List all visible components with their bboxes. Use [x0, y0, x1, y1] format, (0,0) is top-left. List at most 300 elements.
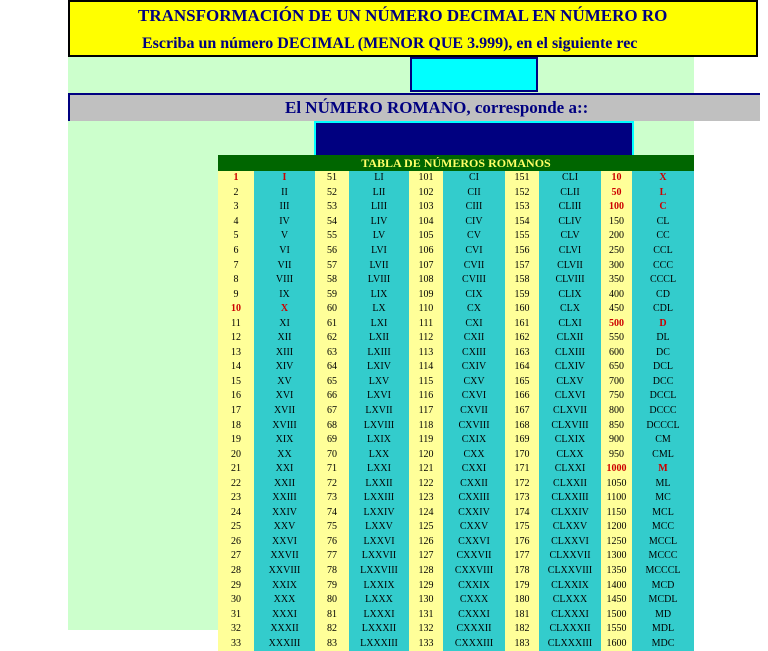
roman-cell: LVIII: [349, 273, 409, 288]
table-row: [218, 273, 694, 288]
decimal-cell: 179: [505, 578, 539, 593]
roman-cell: LXXI: [349, 462, 409, 477]
decimal-cell: 50: [601, 186, 632, 201]
roman-cell: CLXXXI: [539, 607, 601, 622]
decimal-cell: 131: [409, 607, 443, 622]
decimal-cell: 77: [315, 549, 349, 564]
roman-cell: CLXXI: [539, 462, 601, 477]
decimal-cell: 950: [601, 447, 632, 462]
decimal-cell: 81: [315, 607, 349, 622]
roman-cell: LXI: [349, 316, 409, 331]
table-body: [218, 171, 694, 651]
decimal-cell: 104: [409, 215, 443, 230]
decimal-cell: 71: [315, 462, 349, 477]
decimal-cell: 61: [315, 316, 349, 331]
roman-cell: CXXVI: [443, 535, 505, 550]
decimal-cell: 63: [315, 346, 349, 361]
decimal-cell: 72: [315, 476, 349, 491]
decimal-cell: 176: [505, 535, 539, 550]
decimal-cell: 67: [315, 404, 349, 419]
roman-cell: LXXXI: [349, 607, 409, 622]
decimal-cell: 78: [315, 564, 349, 579]
roman-cell: CLXVI: [539, 389, 601, 404]
roman-cell: ML: [632, 476, 694, 491]
roman-cell: CLXXX: [539, 593, 601, 608]
roman-cell: LVI: [349, 244, 409, 259]
roman-cell: CX: [443, 302, 505, 317]
decimal-cell: 126: [409, 535, 443, 550]
roman-cell: CLXXIII: [539, 491, 601, 506]
table-row: [218, 476, 694, 491]
table-row: [218, 331, 694, 346]
roman-cell: CLVII: [539, 258, 601, 273]
roman-cell: CV: [443, 229, 505, 244]
roman-cell: XXVII: [254, 549, 315, 564]
roman-cell: CC: [632, 229, 694, 244]
roman-cell: LXV: [349, 375, 409, 390]
decimal-cell: 6: [218, 244, 254, 259]
decimal-cell: 2: [218, 186, 254, 201]
roman-cell: II: [254, 186, 315, 201]
decimal-cell: 30: [218, 593, 254, 608]
roman-cell: III: [254, 200, 315, 215]
decimal-cell: 1: [218, 171, 254, 186]
roman-cell: CM: [632, 433, 694, 448]
roman-cell: CLXI: [539, 316, 601, 331]
decimal-cell: 54: [315, 215, 349, 230]
decimal-cell: 163: [505, 346, 539, 361]
roman-table-grid: [218, 171, 694, 651]
roman-cell: X: [632, 171, 694, 186]
decimal-cell: 3: [218, 200, 254, 215]
table-row: [218, 186, 694, 201]
decimal-cell: 56: [315, 244, 349, 259]
table-row: [218, 491, 694, 506]
roman-cell: MCCL: [632, 535, 694, 550]
decimal-cell: 26: [218, 535, 254, 550]
roman-cell: CXXVIII: [443, 564, 505, 579]
decimal-cell: 60: [315, 302, 349, 317]
decimal-cell: 73: [315, 491, 349, 506]
decimal-cell: 119: [409, 433, 443, 448]
roman-cell: XIX: [254, 433, 315, 448]
decimal-cell: 150: [601, 215, 632, 230]
table-row: [218, 637, 694, 651]
decimal-cell: 111: [409, 316, 443, 331]
decimal-cell: 69: [315, 433, 349, 448]
decimal-cell: 172: [505, 476, 539, 491]
roman-cell: XXXI: [254, 607, 315, 622]
roman-cell: IX: [254, 287, 315, 302]
decimal-cell: 1100: [601, 491, 632, 506]
roman-cell: VI: [254, 244, 315, 259]
decimal-cell: 900: [601, 433, 632, 448]
roman-cell: CVI: [443, 244, 505, 259]
roman-cell: LXIX: [349, 433, 409, 448]
decimal-cell: 117: [409, 404, 443, 419]
decimal-cell: 1050: [601, 476, 632, 491]
roman-cell: LXXIII: [349, 491, 409, 506]
decimal-cell: 14: [218, 360, 254, 375]
decimal-cell: 123: [409, 491, 443, 506]
roman-cell: CCL: [632, 244, 694, 259]
decimal-cell: 65: [315, 375, 349, 390]
decimal-cell: 31: [218, 607, 254, 622]
decimal-cell: 27: [218, 549, 254, 564]
roman-cell: CXXI: [443, 462, 505, 477]
decimal-cell: 102: [409, 186, 443, 201]
decimal-cell: 182: [505, 622, 539, 637]
decimal-cell: 1500: [601, 607, 632, 622]
roman-cell: MCCC: [632, 549, 694, 564]
decimal-cell: 800: [601, 404, 632, 419]
decimal-cell: 300: [601, 258, 632, 273]
decimal-cell: 153: [505, 200, 539, 215]
roman-cell: CD: [632, 287, 694, 302]
decimal-cell: 177: [505, 549, 539, 564]
roman-cell: DCCCL: [632, 418, 694, 433]
roman-cell: CXIV: [443, 360, 505, 375]
roman-cell: LIV: [349, 215, 409, 230]
decimal-cell: 161: [505, 316, 539, 331]
decimal-cell: 350: [601, 273, 632, 288]
decimal-number-input[interactable]: [410, 57, 538, 92]
decimal-cell: 5: [218, 229, 254, 244]
decimal-cell: 108: [409, 273, 443, 288]
decimal-cell: 116: [409, 389, 443, 404]
roman-cell: LXXXIII: [349, 637, 409, 651]
decimal-cell: 169: [505, 433, 539, 448]
decimal-cell: 32: [218, 622, 254, 637]
decimal-cell: 154: [505, 215, 539, 230]
roman-cell: CXVI: [443, 389, 505, 404]
decimal-cell: 112: [409, 331, 443, 346]
decimal-cell: 500: [601, 316, 632, 331]
decimal-cell: 107: [409, 258, 443, 273]
decimal-cell: 600: [601, 346, 632, 361]
roman-cell: CXVIII: [443, 418, 505, 433]
roman-cell: MCC: [632, 520, 694, 535]
roman-cell: IV: [254, 215, 315, 230]
decimal-cell: 1300: [601, 549, 632, 564]
roman-cell: MCDL: [632, 593, 694, 608]
decimal-cell: 82: [315, 622, 349, 637]
decimal-cell: 1600: [601, 637, 632, 651]
roman-cell: LI: [349, 171, 409, 186]
roman-cell: XXII: [254, 476, 315, 491]
roman-cell: XIV: [254, 360, 315, 375]
decimal-cell: 550: [601, 331, 632, 346]
decimal-cell: 68: [315, 418, 349, 433]
roman-cell: CXXIII: [443, 491, 505, 506]
decimal-cell: 450: [601, 302, 632, 317]
roman-cell: LX: [349, 302, 409, 317]
roman-cell: LXXIX: [349, 578, 409, 593]
decimal-cell: 52: [315, 186, 349, 201]
decimal-cell: 80: [315, 593, 349, 608]
roman-cell: CXXXI: [443, 607, 505, 622]
roman-cell: CLIII: [539, 200, 601, 215]
roman-cell: XVII: [254, 404, 315, 419]
decimal-cell: 174: [505, 506, 539, 521]
roman-cell: CXV: [443, 375, 505, 390]
decimal-cell: 166: [505, 389, 539, 404]
roman-cell: XII: [254, 331, 315, 346]
decimal-cell: 156: [505, 244, 539, 259]
roman-cell: XXIV: [254, 506, 315, 521]
blank-margin: [694, 121, 768, 630]
decimal-cell: 62: [315, 331, 349, 346]
decimal-cell: 160: [505, 302, 539, 317]
decimal-cell: 400: [601, 287, 632, 302]
roman-cell: LXIV: [349, 360, 409, 375]
roman-cell: DC: [632, 346, 694, 361]
decimal-cell: 22: [218, 476, 254, 491]
decimal-cell: 51: [315, 171, 349, 186]
decimal-cell: 162: [505, 331, 539, 346]
decimal-cell: 13: [218, 346, 254, 361]
decimal-cell: 83: [315, 637, 349, 651]
decimal-cell: 7: [218, 258, 254, 273]
roman-cell: DCL: [632, 360, 694, 375]
decimal-cell: 64: [315, 360, 349, 375]
decimal-cell: 24: [218, 506, 254, 521]
decimal-cell: 850: [601, 418, 632, 433]
decimal-cell: 124: [409, 506, 443, 521]
decimal-cell: 4: [218, 215, 254, 230]
roman-cell: CXXX: [443, 593, 505, 608]
decimal-cell: 21: [218, 462, 254, 477]
roman-cell: LXX: [349, 447, 409, 462]
roman-cell: LIII: [349, 200, 409, 215]
decimal-cell: 74: [315, 506, 349, 521]
roman-cell: LIX: [349, 287, 409, 302]
roman-cell: LXVIII: [349, 418, 409, 433]
decimal-cell: 16: [218, 389, 254, 404]
decimal-cell: 79: [315, 578, 349, 593]
decimal-cell: 158: [505, 273, 539, 288]
table-row: [218, 200, 694, 215]
roman-cell: XXXII: [254, 622, 315, 637]
decimal-cell: 650: [601, 360, 632, 375]
decimal-cell: 122: [409, 476, 443, 491]
decimal-cell: 106: [409, 244, 443, 259]
decimal-cell: 29: [218, 578, 254, 593]
decimal-cell: 175: [505, 520, 539, 535]
roman-cell: CLXX: [539, 447, 601, 462]
roman-cell: LV: [349, 229, 409, 244]
decimal-cell: 127: [409, 549, 443, 564]
table-row: [218, 578, 694, 593]
roman-cell: LII: [349, 186, 409, 201]
roman-cell: CXXIV: [443, 506, 505, 521]
table-row: [218, 171, 694, 186]
decimal-cell: 173: [505, 491, 539, 506]
roman-cell: CI: [443, 171, 505, 186]
decimal-cell: 101: [409, 171, 443, 186]
roman-cell: CML: [632, 447, 694, 462]
roman-cell: CLXXII: [539, 476, 601, 491]
roman-cell: XXVI: [254, 535, 315, 550]
decimal-cell: 250: [601, 244, 632, 259]
result-label: El NÚMERO ROMANO, corresponde a::: [285, 98, 588, 118]
decimal-cell: 120: [409, 447, 443, 462]
table-row: [218, 316, 694, 331]
decimal-cell: 105: [409, 229, 443, 244]
decimal-cell: 129: [409, 578, 443, 593]
decimal-cell: 70: [315, 447, 349, 462]
roman-cell: LVII: [349, 258, 409, 273]
decimal-cell: 59: [315, 287, 349, 302]
roman-cell: LXXII: [349, 476, 409, 491]
roman-cell: CIII: [443, 200, 505, 215]
roman-cell: CLIV: [539, 215, 601, 230]
roman-cell: XX: [254, 447, 315, 462]
roman-cell: CXII: [443, 331, 505, 346]
roman-cell: VIII: [254, 273, 315, 288]
decimal-cell: 19: [218, 433, 254, 448]
roman-cell: CLI: [539, 171, 601, 186]
roman-cell: XXI: [254, 462, 315, 477]
roman-cell: MDL: [632, 622, 694, 637]
roman-numerals-table: [218, 155, 694, 630]
decimal-cell: 168: [505, 418, 539, 433]
roman-cell: CXXII: [443, 476, 505, 491]
roman-cell: XXVIII: [254, 564, 315, 579]
roman-cell: CLXXVIII: [539, 564, 601, 579]
roman-cell: XXX: [254, 593, 315, 608]
table-row: [218, 462, 694, 477]
roman-cell: DCCC: [632, 404, 694, 419]
decimal-cell: 25: [218, 520, 254, 535]
table-row: [218, 622, 694, 637]
decimal-cell: 113: [409, 346, 443, 361]
roman-cell: CXX: [443, 447, 505, 462]
table-row: [218, 302, 694, 317]
roman-cell: XI: [254, 316, 315, 331]
decimal-cell: 109: [409, 287, 443, 302]
roman-cell: CDL: [632, 302, 694, 317]
decimal-cell: 183: [505, 637, 539, 651]
roman-cell: CXI: [443, 316, 505, 331]
table-row: [218, 287, 694, 302]
roman-cell: LXXVI: [349, 535, 409, 550]
table-title: TABLA DE NÚMEROS ROMANOS: [218, 155, 694, 171]
roman-cell: CLII: [539, 186, 601, 201]
roman-cell: CIX: [443, 287, 505, 302]
roman-cell: CVII: [443, 258, 505, 273]
roman-cell: CXXXII: [443, 622, 505, 637]
decimal-cell: 121: [409, 462, 443, 477]
roman-cell: CXXVII: [443, 549, 505, 564]
decimal-cell: 10: [601, 171, 632, 186]
decimal-cell: 12: [218, 331, 254, 346]
decimal-cell: 181: [505, 607, 539, 622]
decimal-cell: 1550: [601, 622, 632, 637]
roman-cell: CXXV: [443, 520, 505, 535]
roman-cell: CLXIX: [539, 433, 601, 448]
decimal-cell: 8: [218, 273, 254, 288]
table-row: [218, 520, 694, 535]
roman-cell: LXVII: [349, 404, 409, 419]
decimal-cell: 165: [505, 375, 539, 390]
roman-cell: CLXVIII: [539, 418, 601, 433]
decimal-cell: 178: [505, 564, 539, 579]
roman-cell: M: [632, 462, 694, 477]
table-row: [218, 549, 694, 564]
decimal-cell: 115: [409, 375, 443, 390]
roman-cell: D: [632, 316, 694, 331]
decimal-cell: 155: [505, 229, 539, 244]
decimal-cell: 20: [218, 447, 254, 462]
table-row: [218, 593, 694, 608]
decimal-cell: 164: [505, 360, 539, 375]
table-row: [218, 564, 694, 579]
roman-cell: CLXXXIII: [539, 637, 601, 651]
roman-cell: X: [254, 302, 315, 317]
roman-cell: I: [254, 171, 315, 186]
roman-cell: C: [632, 200, 694, 215]
roman-cell: CLXXIX: [539, 578, 601, 593]
decimal-cell: 118: [409, 418, 443, 433]
roman-cell: CLXIII: [539, 346, 601, 361]
decimal-cell: 200: [601, 229, 632, 244]
roman-cell: CLXXXII: [539, 622, 601, 637]
decimal-cell: 133: [409, 637, 443, 651]
roman-cell: V: [254, 229, 315, 244]
roman-cell: XXV: [254, 520, 315, 535]
decimal-cell: 110: [409, 302, 443, 317]
table-row: [218, 506, 694, 521]
roman-cell: XVIII: [254, 418, 315, 433]
roman-cell: CCC: [632, 258, 694, 273]
table-row: [218, 375, 694, 390]
decimal-cell: 100: [601, 200, 632, 215]
decimal-cell: 1450: [601, 593, 632, 608]
roman-cell: LXVI: [349, 389, 409, 404]
decimal-cell: 58: [315, 273, 349, 288]
table-row: [218, 607, 694, 622]
roman-cell: CLXXVI: [539, 535, 601, 550]
decimal-cell: 159: [505, 287, 539, 302]
roman-cell: CLVI: [539, 244, 601, 259]
decimal-cell: 157: [505, 258, 539, 273]
decimal-cell: 75: [315, 520, 349, 535]
roman-cell: LXXXII: [349, 622, 409, 637]
roman-cell: MCL: [632, 506, 694, 521]
roman-cell: CXVII: [443, 404, 505, 419]
roman-cell: CLVIII: [539, 273, 601, 288]
roman-cell: MCD: [632, 578, 694, 593]
decimal-cell: 1400: [601, 578, 632, 593]
roman-cell: XV: [254, 375, 315, 390]
decimal-cell: 125: [409, 520, 443, 535]
roman-cell: MCCCL: [632, 564, 694, 579]
decimal-cell: 171: [505, 462, 539, 477]
roman-cell: CLXXV: [539, 520, 601, 535]
table-row: [218, 418, 694, 433]
instruction-text: Escriba un número DECIMAL (MENOR QUE 3.999), en el siguiente rec: [142, 35, 637, 53]
decimal-cell: 10: [218, 302, 254, 317]
roman-cell: LXXVII: [349, 549, 409, 564]
result-label-bar: [68, 93, 760, 121]
roman-cell: MC: [632, 491, 694, 506]
decimal-cell: 167: [505, 404, 539, 419]
roman-cell: LXXV: [349, 520, 409, 535]
roman-cell: CLXVII: [539, 404, 601, 419]
decimal-cell: 170: [505, 447, 539, 462]
roman-cell: CLIX: [539, 287, 601, 302]
